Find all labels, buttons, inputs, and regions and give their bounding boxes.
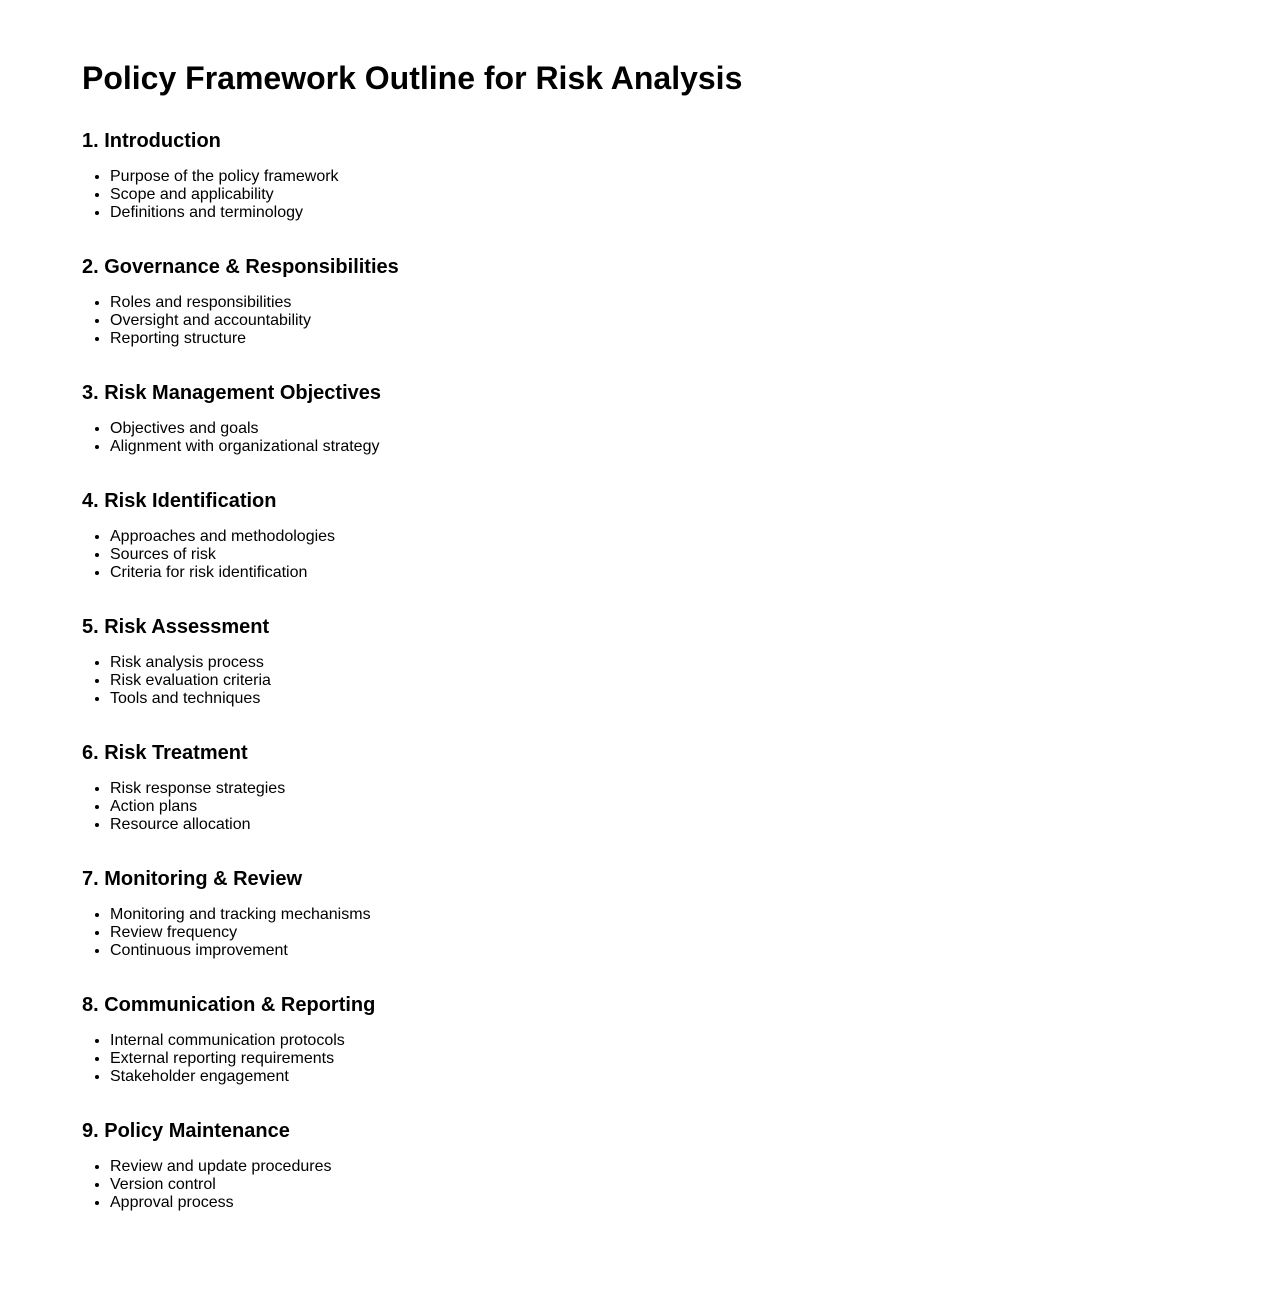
list-item: • External reporting requirements [110, 1050, 1278, 1068]
list-item: • Review and update procedures [110, 1158, 1278, 1176]
list-item: • Approval process [110, 1194, 1278, 1212]
bullet-list [82, 1158, 1278, 1212]
section-heading: 7. Monitoring & Review [82, 868, 303, 890]
bullet-list [82, 906, 1278, 960]
bullet-list [82, 528, 1278, 582]
section-heading: 6. Risk Treatment [82, 742, 248, 764]
list-item: • Roles and responsibilities [110, 294, 1278, 312]
section-heading: 3. Risk Management Objectives [82, 382, 382, 404]
list-item: • Objectives and goals [110, 420, 1278, 438]
list-item: • Risk evaluation criteria [110, 672, 1278, 690]
list-item: • Review frequency [110, 924, 1278, 942]
section-risk-treatment [82, 741, 1278, 834]
section-risk-management-objectives [82, 381, 1278, 456]
list-item: • Sources of risk [110, 546, 1278, 564]
section-heading: 8. Communication & Reporting [82, 994, 376, 1016]
bullet-list [82, 420, 1278, 456]
bullet-list [82, 168, 1278, 222]
list-item: • Criteria for risk identification [110, 564, 1278, 582]
bullet-list [82, 780, 1278, 834]
document-page [82, 0, 1278, 1212]
list-item: • Continuous improvement [110, 942, 1278, 960]
section-governance [82, 255, 1278, 348]
bullet-list [82, 654, 1278, 708]
list-item: • Scope and applicability [110, 186, 1278, 204]
list-item: • Tools and techniques [110, 690, 1278, 708]
list-item: • Action plans [110, 798, 1278, 816]
section-heading: 4. Risk Identification [82, 490, 277, 512]
section-policy-maintenance [82, 1119, 1278, 1212]
list-item: • Alignment with organizational strategy [110, 438, 1278, 456]
list-item: • Definitions and terminology [110, 204, 1278, 222]
section-heading: 1. Introduction [82, 130, 221, 152]
section-monitoring-review [82, 867, 1278, 960]
section-risk-identification [82, 489, 1278, 582]
list-item: • Purpose of the policy framework [110, 168, 1278, 186]
section-heading: 5. Risk Assessment [82, 616, 270, 638]
section-risk-assessment [82, 615, 1278, 708]
section-heading: 2. Governance & Responsibilities [82, 256, 399, 278]
list-item: • Stakeholder engagement [110, 1068, 1278, 1086]
bullet-list [82, 1032, 1278, 1086]
list-item: • Risk analysis process [110, 654, 1278, 672]
list-item: • Resource allocation [110, 816, 1278, 834]
section-communication-reporting [82, 993, 1278, 1086]
section-heading: 9. Policy Maintenance [82, 1120, 290, 1142]
list-item: • Monitoring and tracking mechanisms [110, 906, 1278, 924]
list-item: • Internal communication protocols [110, 1032, 1278, 1050]
page-title: Policy Framework Outline for Risk Analysis [82, 60, 743, 96]
list-item: • Version control [110, 1176, 1278, 1194]
list-item: • Reporting structure [110, 330, 1278, 348]
list-item: • Oversight and accountability [110, 312, 1278, 330]
list-item: • Risk response strategies [110, 780, 1278, 798]
list-item: • Approaches and methodologies [110, 528, 1278, 546]
bullet-list [82, 294, 1278, 348]
section-introduction [82, 129, 1278, 222]
sections-container [82, 129, 1278, 1212]
